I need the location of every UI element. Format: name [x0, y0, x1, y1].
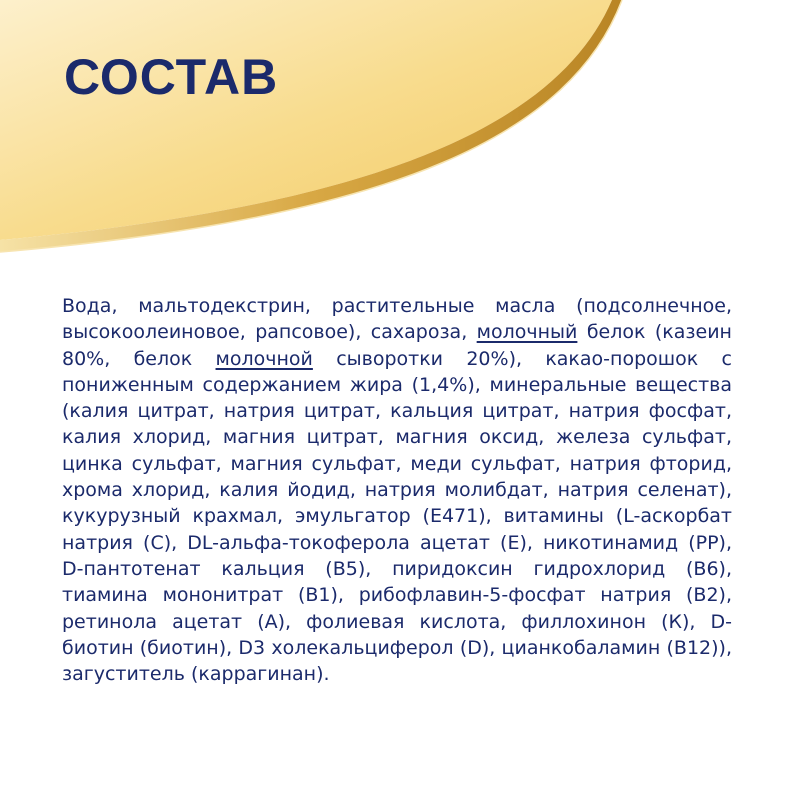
ingredients-underlined-2: молочной — [215, 347, 313, 370]
ingredients-part-2: белок (казеин 80%, белок — [62, 321, 732, 370]
ingredients-underlined-1: молочный — [476, 321, 578, 344]
ingredients-text — [62, 293, 732, 687]
ingredients-part-1: Вода, мальтодекстрин, растительные масла (подсолнечное, высокоолеиновое, рапсовое), сахароза, — [62, 295, 732, 344]
ingredients-part-3: сыворотки 20%), какао-порошок с пониженным содержанием жира (1,4%), минеральные вещества (калия цитрат, натрия цитрат, кальция цитрат, натрия фосфат, калия хлорид, магния цитрат, магния оксид, железа сульфат, цинка сульфат, магния сульфат, меди сульфат, натрия фторид, хрома хлорид, калия йодид, натрия молибдат, натрия селенат), кукурузный крахмал, эмульгатор (Е471), витамины (L-аскорбат натрия (С), DL-альфа-токоферола ацетат (Е), никотинамид (РР), D-пантотенат кальция (В5), пиридоксин гидрохлорид (В6), тиамина мононитрат (В1), рибофлавин-5-фосфат натрия (В2), ретинола ацетат (А), фолиевая кислота, филлохинон (К), D-биотин (биотин), D3 холекальциферол (D), цианкобаламин (В12)), загуститель (каррагинан). — [62, 347, 732, 686]
page-title: СОСТАВ — [64, 49, 279, 105]
